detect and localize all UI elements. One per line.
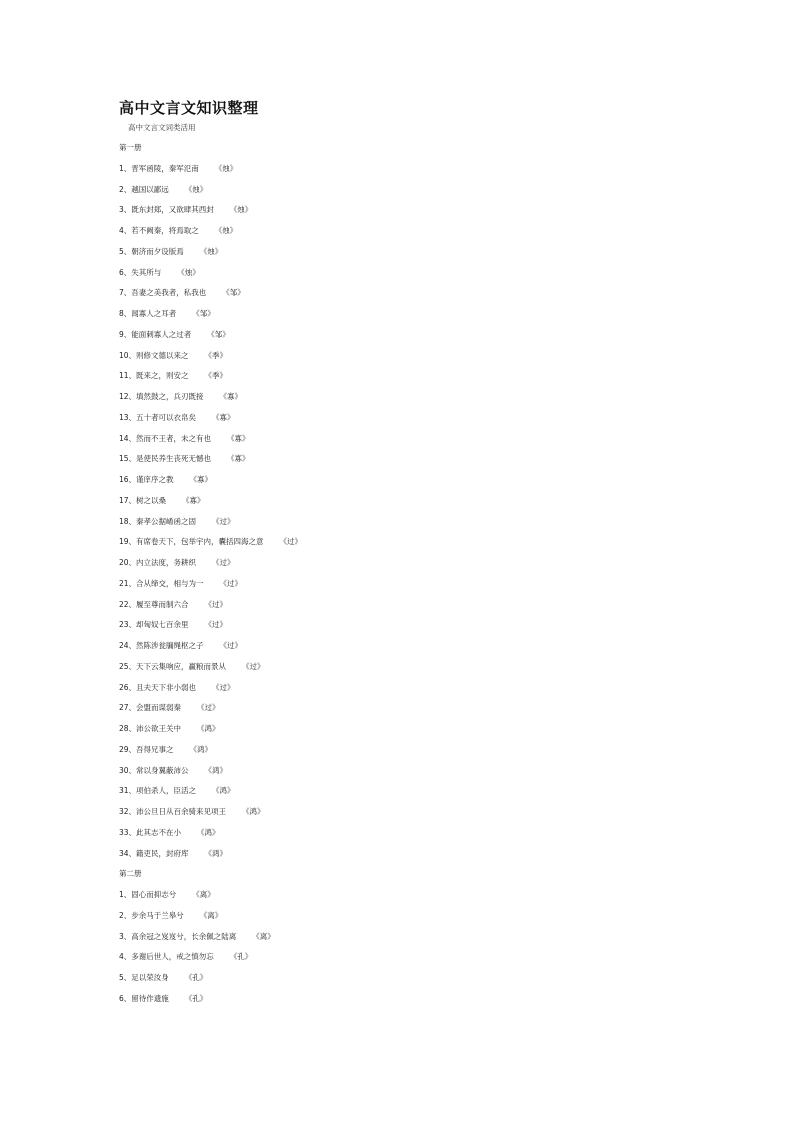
line-source: 《季》 bbox=[204, 371, 228, 381]
line-source: 《烛》 bbox=[214, 226, 238, 235]
text-line bbox=[119, 662, 679, 683]
line-text: 1、晋军函陵，秦军氾南 bbox=[119, 163, 199, 173]
text-line bbox=[119, 911, 679, 932]
line-text: 8、闻寡人之耳者 bbox=[119, 309, 177, 318]
line-text: 26、且夫天下非小弱也 bbox=[119, 682, 197, 692]
line-source: 《寡》 bbox=[227, 454, 250, 464]
line-text: 32、沛公旦日从百余骑来见项王 bbox=[119, 807, 227, 816]
line-source: 《鸿》 bbox=[197, 724, 220, 733]
text-line bbox=[119, 205, 679, 226]
text-line bbox=[119, 994, 679, 1015]
text-line bbox=[119, 288, 679, 309]
text-line bbox=[119, 309, 679, 330]
line-source: 《离》 bbox=[199, 910, 223, 920]
document-body bbox=[119, 143, 679, 1015]
text-line bbox=[119, 849, 679, 870]
line-text: 33、此其志不在小 bbox=[119, 827, 182, 837]
line-text: 15、是使民养生丧死无憾也 bbox=[119, 454, 212, 464]
line-text: 7、吾妻之美我者，私我也 bbox=[119, 288, 207, 298]
line-source: 《寡》 bbox=[227, 433, 250, 443]
line-text: 17、树之以桑 bbox=[119, 495, 167, 505]
line-source: 《鸿》 bbox=[204, 765, 228, 775]
text-line bbox=[119, 890, 679, 911]
line-source: 《孔》 bbox=[229, 952, 253, 962]
line-text: 2、步余马于兰皋兮 bbox=[119, 910, 184, 920]
line-source: 《孔》 bbox=[184, 993, 208, 1003]
text-line bbox=[119, 247, 679, 268]
line-source: 《烛》 bbox=[229, 205, 253, 215]
line-text: 29、吾得兄事之 bbox=[119, 744, 174, 754]
line-source: 《过》 bbox=[279, 537, 303, 547]
line-source: 《烛》 bbox=[214, 163, 238, 173]
line-text: 23、却匈奴七百余里 bbox=[119, 620, 189, 630]
text-line bbox=[119, 371, 679, 392]
text-line bbox=[119, 537, 679, 558]
text-line bbox=[119, 786, 679, 807]
document-subtitle: 高中文言文词类活用 bbox=[128, 123, 196, 132]
line-text: 5、足以荣汝身 bbox=[119, 973, 169, 982]
line-source: 《离》 bbox=[252, 931, 275, 941]
line-source: 《寡》 bbox=[212, 412, 235, 422]
line-text: 18、秦孝公据崤函之固 bbox=[119, 516, 197, 526]
text-line bbox=[119, 413, 679, 434]
line-source: 《过》 bbox=[212, 682, 235, 692]
line-text: 4、若不阙秦，将焉取之 bbox=[119, 226, 199, 235]
text-line bbox=[119, 952, 679, 973]
text-line bbox=[119, 600, 679, 621]
text-line bbox=[119, 766, 679, 787]
line-text: 11、既来之，则安之 bbox=[119, 371, 189, 381]
line-text: 34、籍吏民，封府库 bbox=[119, 848, 189, 858]
text-line bbox=[119, 392, 679, 413]
text-line bbox=[119, 434, 679, 455]
text-line bbox=[119, 932, 679, 953]
text-line bbox=[119, 745, 679, 766]
text-line bbox=[119, 351, 679, 372]
line-source: 《邹》 bbox=[207, 329, 230, 339]
text-line bbox=[119, 496, 679, 517]
text-line bbox=[119, 475, 679, 496]
line-source: 《鸿》 bbox=[242, 807, 265, 816]
text-line bbox=[119, 454, 679, 475]
line-source: 《寡》 bbox=[219, 392, 243, 401]
line-text: 22、履至尊而制六合 bbox=[119, 599, 189, 609]
text-line bbox=[119, 620, 679, 641]
line-source: 《过》 bbox=[212, 558, 235, 567]
line-source: 《鸿》 bbox=[197, 827, 220, 837]
line-source: 《邹》 bbox=[222, 288, 245, 298]
text-line bbox=[119, 517, 679, 538]
line-source: 《烛》 bbox=[177, 267, 200, 277]
text-line bbox=[119, 164, 679, 185]
line-source: 《烛》 bbox=[199, 246, 223, 256]
line-source: 《过》 bbox=[204, 599, 228, 609]
text-line bbox=[119, 268, 679, 289]
text-line bbox=[119, 807, 679, 828]
line-text: 10、则修文德以来之 bbox=[119, 350, 189, 360]
line-text: 2、越国以鄙远 bbox=[119, 184, 169, 194]
text-line bbox=[119, 330, 679, 351]
line-source: 《鸿》 bbox=[212, 786, 235, 796]
line-text: 4、多谢后世人，戒之慎勿忘 bbox=[119, 952, 214, 962]
line-source: 《寡》 bbox=[182, 495, 205, 505]
text-line bbox=[119, 185, 679, 206]
line-source: 《过》 bbox=[219, 641, 243, 650]
line-source: 《过》 bbox=[219, 578, 243, 588]
line-text: 9、能面刺寡人之过者 bbox=[119, 329, 192, 339]
line-text: 30、常以身翼蔽沛公 bbox=[119, 765, 189, 775]
line-text: 24、然陈涉瓮牖绳枢之子 bbox=[119, 641, 204, 650]
line-text: 第一册 bbox=[119, 143, 142, 152]
text-line bbox=[119, 703, 679, 724]
line-source: 《过》 bbox=[212, 516, 235, 526]
line-text: 12、填然鼓之，兵刃既接 bbox=[119, 392, 204, 401]
text-line bbox=[119, 579, 679, 600]
line-source: 《过》 bbox=[197, 703, 220, 713]
line-source: 《邹》 bbox=[192, 309, 215, 318]
line-text: 3、高余冠之岌岌兮，长余佩之陆离 bbox=[119, 931, 237, 941]
line-source: 《鸿》 bbox=[204, 848, 228, 858]
text-line bbox=[119, 724, 679, 745]
line-text: 20、内立法度，务耕织 bbox=[119, 558, 197, 567]
line-source: 《寡》 bbox=[189, 475, 213, 484]
line-source: 《烛》 bbox=[184, 184, 208, 194]
document-title: 高中文言文知识整理 bbox=[119, 99, 259, 117]
line-text: 13、五十者可以衣帛矣 bbox=[119, 412, 197, 422]
line-text: 3、既东封郑，又欲肆其西封 bbox=[119, 205, 214, 215]
line-text: 5、朝济而夕设版焉 bbox=[119, 246, 184, 256]
line-text: 14、然而不王者，未之有也 bbox=[119, 433, 212, 443]
line-text: 25、天下云集响应，赢粮而景从 bbox=[119, 661, 227, 671]
text-line bbox=[119, 973, 679, 994]
line-text: 21、合从缔交，相与为一 bbox=[119, 578, 204, 588]
text-line bbox=[119, 828, 679, 849]
line-source: 《鸿》 bbox=[189, 744, 213, 754]
line-text: 31、项伯杀人，臣活之 bbox=[119, 786, 197, 796]
line-source: 《过》 bbox=[204, 620, 228, 630]
text-line bbox=[119, 683, 679, 704]
line-text: 28、沛公欲王关中 bbox=[119, 724, 182, 733]
line-text: 6、留待作遗施 bbox=[119, 993, 169, 1003]
line-source: 《离》 bbox=[192, 890, 215, 899]
section-heading bbox=[119, 869, 679, 890]
line-text: 27、会盟而谋弱秦 bbox=[119, 703, 182, 713]
section-heading bbox=[119, 143, 679, 164]
text-line bbox=[119, 558, 679, 579]
line-source: 《季》 bbox=[204, 350, 228, 360]
line-text: 16、谨庠序之教 bbox=[119, 475, 174, 484]
line-source: 《过》 bbox=[242, 661, 265, 671]
line-text: 1、固心而抑志兮 bbox=[119, 890, 177, 899]
text-line bbox=[119, 641, 679, 662]
line-source: 《孔》 bbox=[184, 973, 208, 982]
line-text: 19、有席卷天下，包举宇内，囊括四海之意 bbox=[119, 537, 264, 547]
line-text: 第二册 bbox=[119, 869, 142, 879]
text-line bbox=[119, 226, 679, 247]
line-text: 6、失其所与 bbox=[119, 267, 162, 277]
